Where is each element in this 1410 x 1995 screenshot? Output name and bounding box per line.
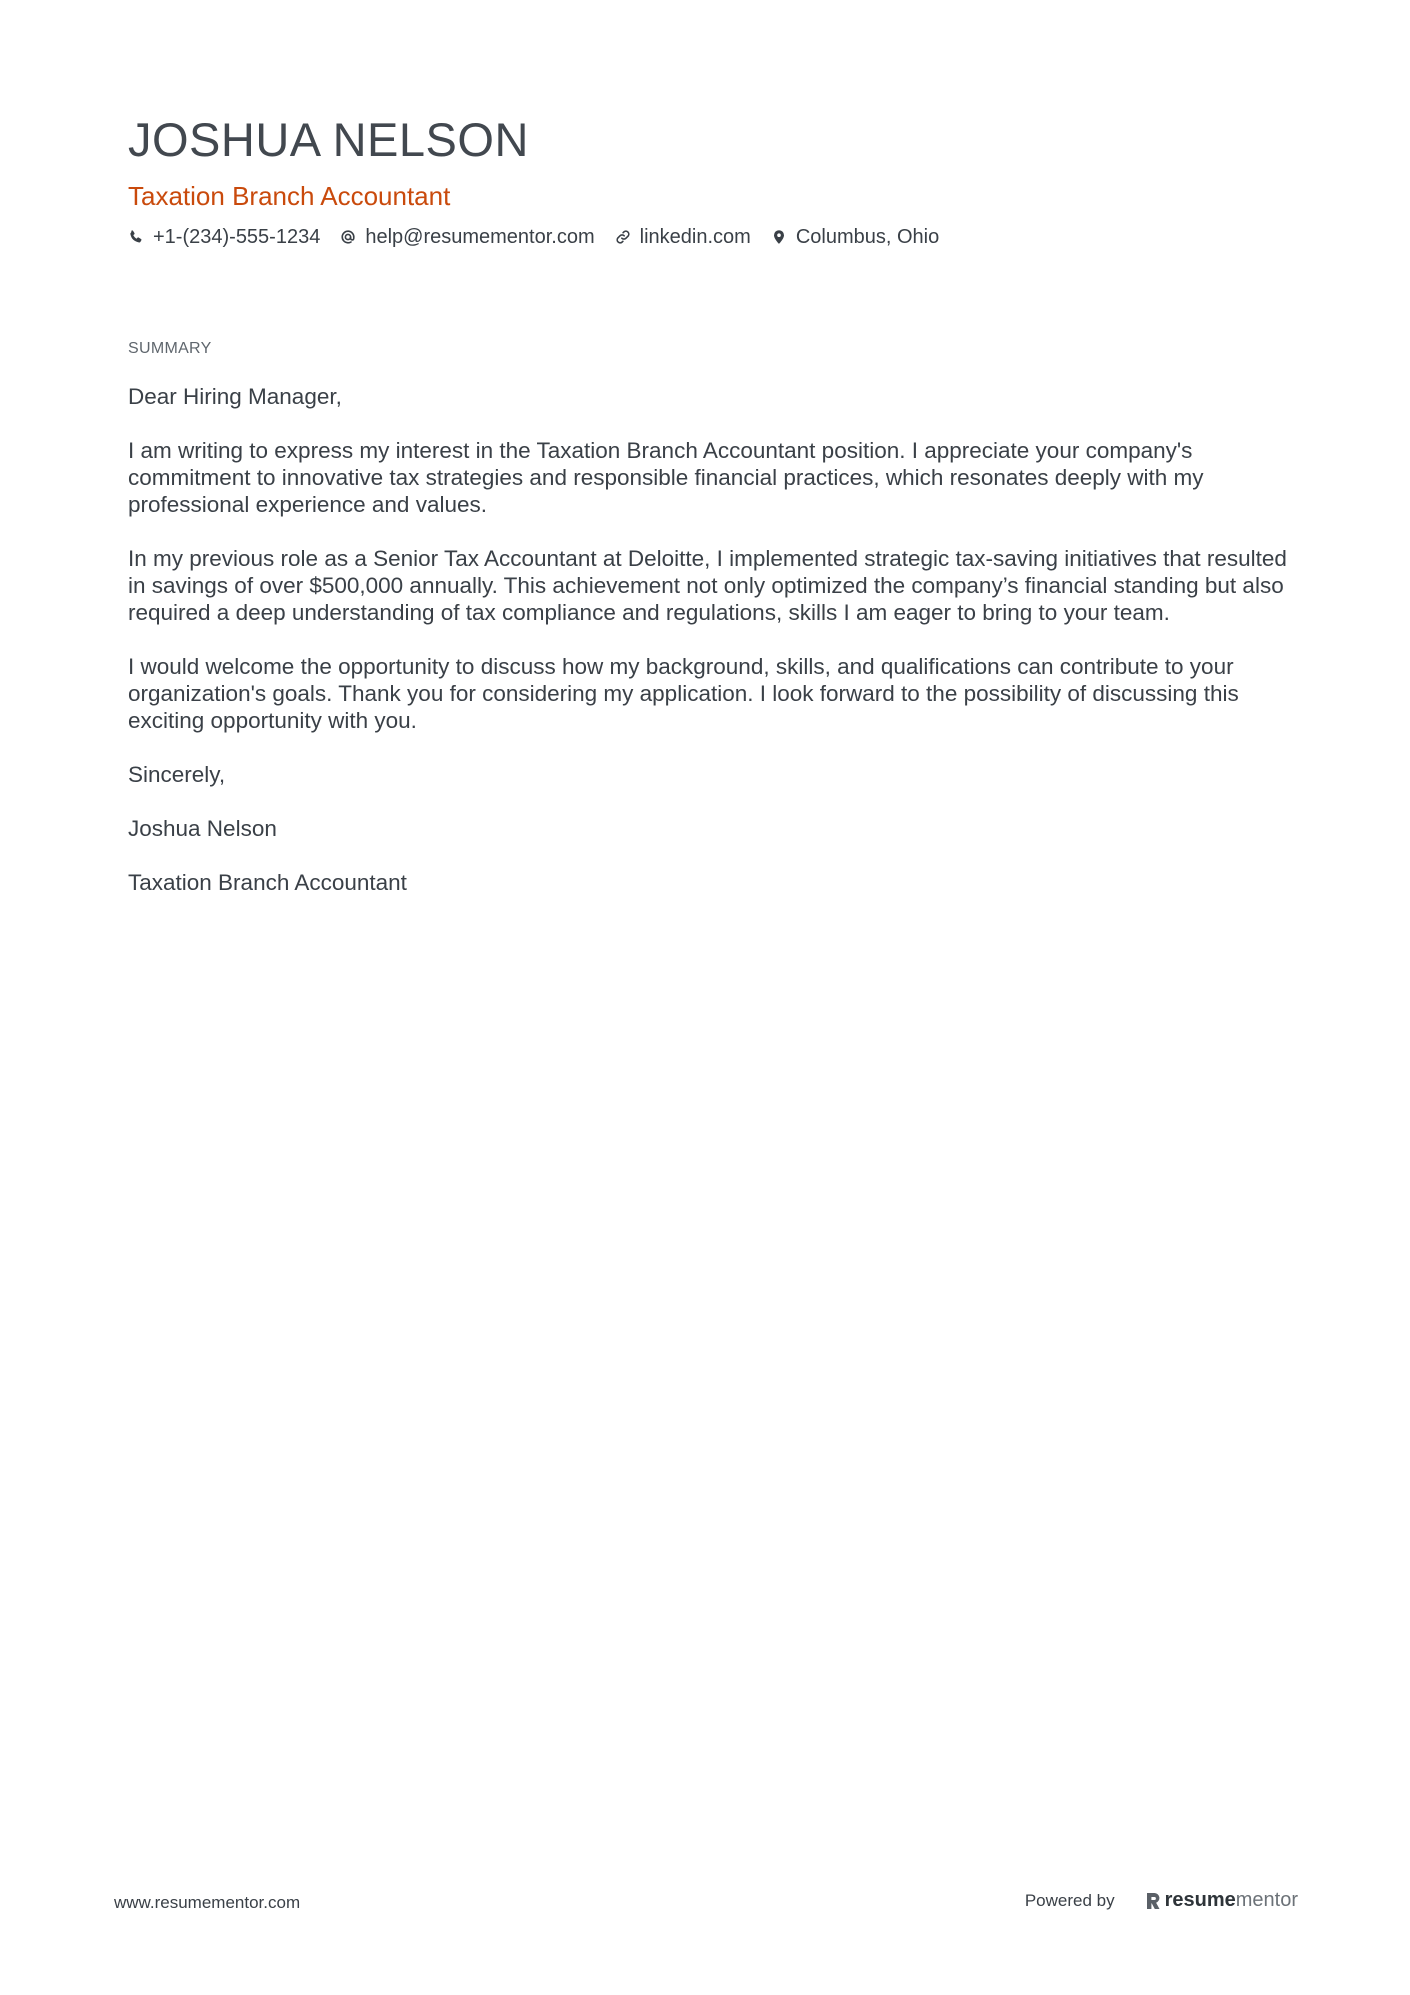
- contact-phone: [128, 224, 320, 250]
- powered-by-label: Powered by: [1024, 1890, 1115, 1910]
- letter-paragraph: I am writing to express my interest in the Taxation Branch Accountant position. I appreciate your company's commitment to innovative tax strategies and responsible financial practices, which resonates deeply with my professional experience and values.: [128, 438, 1204, 517]
- signature-name: Joshua Nelson: [128, 816, 277, 841]
- brand-name-light: mentor: [1235, 1889, 1298, 1911]
- footer-powered-by: [1025, 1889, 1298, 1912]
- map-pin-icon: [771, 229, 787, 245]
- brand-name-bold: resume: [1164, 1889, 1236, 1911]
- email-text: help@resumementor.com: [365, 226, 595, 248]
- contact-email: [340, 224, 594, 250]
- job-title: Taxation Branch Accountant: [128, 181, 451, 211]
- phone-icon: [128, 229, 144, 245]
- letter-paragraph: I would welcome the opportunity to discuss how my background, skills, and qualifications can contribute to your organization's goals. Thank you for considering my application. I look forward to the possibility of discussing this exciting opportunity with you.: [128, 654, 1239, 733]
- letter-closing: Sincerely,: [128, 762, 226, 787]
- location-text: Columbus, Ohio: [795, 226, 940, 248]
- letter-body: [128, 383, 1298, 923]
- header: [128, 112, 1288, 250]
- link-icon: [615, 229, 631, 245]
- contact-list: [128, 224, 1288, 250]
- section-label-summary: SUMMARY: [128, 340, 212, 357]
- contact-location: [771, 224, 939, 250]
- brand[interactable]: [1145, 1889, 1298, 1912]
- at-icon: [340, 229, 356, 245]
- contact-website: [615, 224, 751, 250]
- phone-text: +1-(234)-555-1234: [153, 226, 321, 248]
- signature-title: Taxation Branch Accountant: [128, 870, 407, 895]
- letter-greeting: Dear Hiring Manager,: [128, 384, 342, 409]
- letter-paragraph: In my previous role as a Senior Tax Accountant at Deloitte, I implemented strategic tax-saving initiatives that resulted in savings of over $500,000 annually. This achievement not only optimized the company’s financial standing but also required a deep understanding of tax compliance and regulations, skills I am eager to bring to your team.: [128, 546, 1287, 625]
- website-text: linkedin.com: [639, 226, 751, 248]
- resumementor-logo: [1145, 1891, 1161, 1911]
- footer-url[interactable]: www.resumementor.com: [114, 1893, 301, 1912]
- applicant-name: JOSHUA NELSON: [128, 113, 529, 166]
